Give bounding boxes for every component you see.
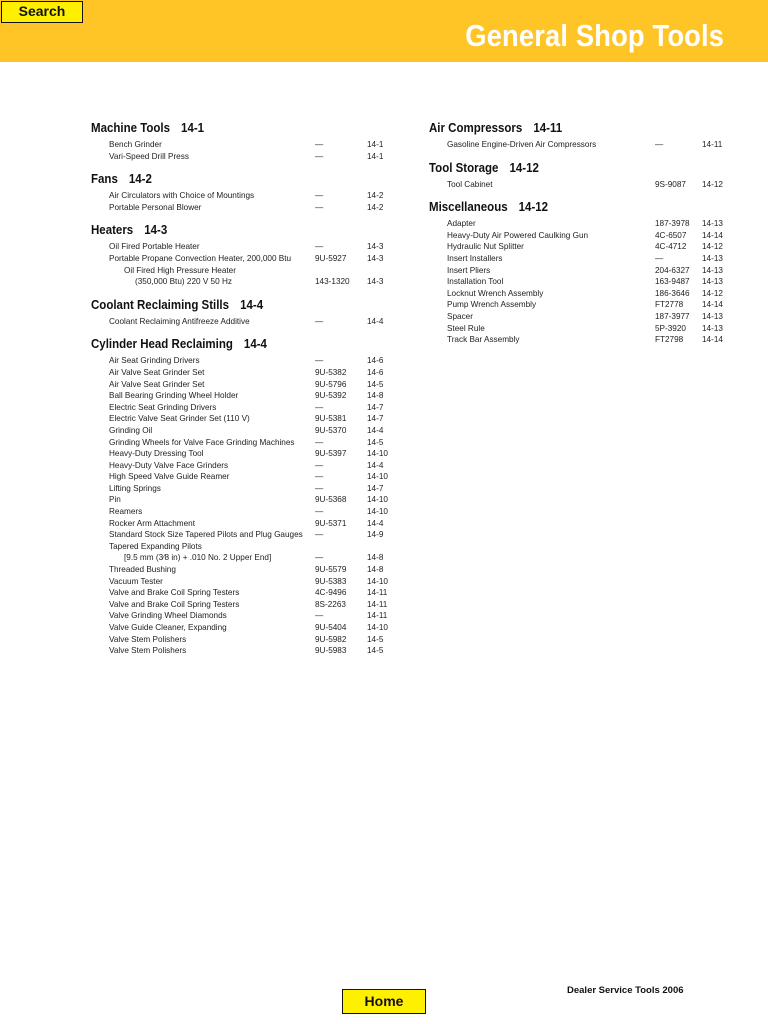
- tool-row[interactable]: [91, 253, 391, 265]
- part-number: —: [315, 402, 324, 412]
- page-ref: 14-11: [702, 140, 723, 149]
- tool-row[interactable]: [429, 334, 729, 346]
- part-number: —: [315, 507, 324, 517]
- tool-name: Air Circulators with Choice of Mountings: [109, 191, 255, 201]
- tool-name: Valve and Brake Coil Spring Testers: [109, 588, 240, 598]
- page-ref: 14-14: [702, 300, 723, 310]
- page-ref: 14-12: [702, 179, 723, 189]
- tool-row[interactable]: [91, 610, 391, 622]
- page-ref: 14-10: [367, 472, 388, 482]
- tool-row[interactable]: [429, 179, 729, 191]
- tool-row[interactable]: [91, 276, 391, 288]
- tool-name: Vari-Speed Drill Press: [109, 151, 189, 161]
- tool-row[interactable]: [91, 483, 391, 495]
- tool-row[interactable]: [429, 299, 729, 311]
- tool-row[interactable]: [91, 379, 391, 391]
- section-heading[interactable]: [91, 297, 367, 316]
- part-number: 4C-4712: [655, 242, 687, 252]
- section-page-ref: 14-12: [509, 160, 539, 175]
- tool-row[interactable]: [91, 634, 391, 646]
- header-banner: [0, 0, 768, 62]
- page-ref: 14-10: [367, 623, 388, 632]
- tool-name: Pump Wrench Assembly: [447, 300, 537, 310]
- tool-name: Valve and Brake Coil Spring Testers: [109, 599, 240, 609]
- tool-row[interactable]: [91, 425, 391, 437]
- section-heading[interactable]: [91, 222, 367, 241]
- page-ref: 14-7: [367, 414, 384, 424]
- page-ref: 14-1: [367, 140, 384, 149]
- tool-name: Insert Pliers: [447, 265, 491, 275]
- tool-row[interactable]: [91, 437, 391, 449]
- part-number: 8S-2263: [315, 599, 346, 609]
- left-column: [91, 120, 391, 666]
- tool-row[interactable]: [429, 323, 729, 335]
- tool-row[interactable]: [429, 253, 729, 265]
- tool-name: Adapter: [447, 219, 476, 229]
- tool-row[interactable]: [91, 402, 391, 414]
- tool-row[interactable]: [91, 552, 391, 564]
- tool-row[interactable]: [91, 645, 391, 657]
- tool-name: Vacuum Tester: [109, 576, 163, 586]
- page-ref: 14-11: [367, 611, 388, 621]
- part-number: 9U-5983: [315, 646, 347, 656]
- section-page-ref: 14-2: [128, 172, 152, 187]
- tool-row[interactable]: [91, 367, 391, 379]
- page-ref: 14-13: [702, 265, 723, 275]
- section-fans: [91, 171, 391, 213]
- page-ref: 14-2: [367, 202, 384, 212]
- section-heading[interactable]: [91, 120, 367, 139]
- tool-name: Gasoline Engine-Driven Air Compressors: [447, 140, 597, 149]
- tool-name: Threaded Bushing: [109, 565, 176, 575]
- section-heading[interactable]: [91, 171, 367, 190]
- section-cylinder-head-reclaiming: [91, 336, 391, 656]
- tool-name: (350,000 Btu) 220 V 50 Hz: [135, 277, 232, 287]
- tool-name: Electric Seat Grinding Drivers: [109, 402, 217, 412]
- page-ref: 14-5: [367, 437, 384, 447]
- section-title: Heaters: [91, 223, 134, 238]
- section-coolant-reclaiming-stills: [91, 297, 391, 328]
- section-title: Coolant Reclaiming Stills: [91, 297, 230, 312]
- tool-name: Ball Bearing Grinding Wheel Holder: [109, 391, 239, 401]
- page-ref: 14-8: [367, 553, 384, 563]
- part-number: —: [315, 437, 324, 447]
- page-ref: 14-4: [367, 518, 384, 528]
- section-heading[interactable]: [429, 120, 705, 139]
- page-ref: 14-3: [367, 277, 384, 287]
- section-page-ref: 14-1: [181, 121, 205, 135]
- part-number: 9U-5381: [315, 414, 347, 424]
- part-number: —: [315, 151, 324, 161]
- page-ref: 14-5: [367, 634, 384, 644]
- tool-row[interactable]: [91, 448, 391, 460]
- section-heading[interactable]: [91, 336, 367, 355]
- section-machine-tools: [91, 120, 391, 162]
- section-title: Air Compressors: [429, 121, 523, 135]
- part-number: —: [315, 460, 324, 470]
- part-number: —: [315, 242, 324, 252]
- part-number: —: [655, 253, 664, 263]
- tool-row[interactable]: [91, 190, 391, 202]
- page-ref: 14-14: [702, 230, 723, 240]
- section-tool-storage: [429, 160, 729, 191]
- page-ref: 14-6: [367, 367, 384, 377]
- page-ref: 14-14: [702, 335, 723, 345]
- tool-name: Bench Grinder: [109, 140, 162, 149]
- section-miscellaneous: [429, 199, 729, 346]
- tool-row[interactable]: [429, 311, 729, 323]
- part-number: —: [315, 356, 324, 366]
- part-number: 5P-3920: [655, 323, 686, 333]
- page-ref: 14-9: [367, 530, 384, 540]
- page-ref: 14-2: [367, 191, 384, 201]
- tool-row[interactable]: [91, 494, 391, 506]
- tool-name: Hydraulic Nut Splitter: [447, 242, 524, 252]
- part-number: —: [315, 191, 324, 201]
- page-ref: 14-4: [367, 316, 384, 326]
- section-page-ref: 14-4: [240, 297, 264, 312]
- section-page-ref: 14-11: [533, 121, 563, 135]
- part-number: 143-1320: [315, 277, 350, 287]
- page-ref: 14-3: [367, 242, 384, 252]
- tool-name: Spacer: [447, 311, 473, 321]
- tool-name: Heavy-Duty Air Powered Caulking Gun: [447, 230, 589, 240]
- part-number: —: [655, 140, 664, 149]
- tool-name: Oil Fired High Pressure Heater: [124, 265, 236, 275]
- page-ref: 14-13: [702, 277, 723, 287]
- tool-name: Locknut Wrench Assembly: [447, 288, 544, 298]
- tool-name: Heavy-Duty Valve Face Grinders: [109, 460, 229, 470]
- search-button[interactable]: Search: [1, 1, 83, 23]
- section-title: Cylinder Head Reclaiming: [91, 337, 233, 352]
- page-ref: 14-13: [702, 323, 723, 333]
- tool-row[interactable]: [91, 413, 391, 425]
- part-number: 9U-5796: [315, 379, 347, 389]
- tool-row[interactable]: [91, 202, 391, 214]
- part-number: 9U-5392: [315, 391, 347, 401]
- part-number: 9U-5927: [315, 253, 347, 263]
- tool-row[interactable]: [91, 241, 391, 253]
- tool-name: Tool Cabinet: [447, 179, 493, 189]
- tool-row[interactable]: [91, 151, 391, 163]
- tool-name: Air Valve Seat Grinder Set: [109, 367, 205, 377]
- tool-name: Grinding Wheels for Valve Face Grinding Machines: [109, 437, 295, 447]
- tool-row[interactable]: [91, 541, 391, 553]
- page-ref: 14-13: [702, 311, 723, 321]
- part-number: —: [315, 483, 324, 493]
- tool-row[interactable]: [91, 265, 391, 277]
- page-ref: 14-12: [702, 242, 723, 252]
- part-number: 163-9487: [655, 277, 690, 287]
- tool-name: Valve Stem Polishers: [109, 646, 187, 656]
- part-number: —: [315, 202, 324, 212]
- part-number: 9U-5370: [315, 425, 347, 435]
- page-ref: 14-4: [367, 460, 384, 470]
- page-ref: 14-12: [702, 288, 723, 298]
- tool-name: Portable Propane Convection Heater, 200,000 Btu: [109, 253, 292, 263]
- tool-name: Pin: [109, 495, 121, 505]
- tool-row[interactable]: [429, 276, 729, 288]
- section-title: Tool Storage: [429, 160, 499, 175]
- tool-row[interactable]: [91, 316, 391, 328]
- tool-row[interactable]: [91, 471, 391, 483]
- tool-row[interactable]: [91, 564, 391, 576]
- tool-row[interactable]: [91, 599, 391, 611]
- page-ref: 14-8: [367, 565, 384, 575]
- page-ref: 14-4: [367, 425, 384, 435]
- tool-name: Air Valve Seat Grinder Set: [109, 379, 205, 389]
- part-number: 9U-5368: [315, 495, 347, 505]
- part-number: 9S-9087: [655, 179, 686, 189]
- tool-row[interactable]: [91, 518, 391, 530]
- tool-name: Heavy-Duty Dressing Tool: [109, 449, 204, 459]
- tool-name: High Speed Valve Guide Reamer: [109, 472, 230, 482]
- tool-name: Lifting Springs: [109, 483, 161, 493]
- part-number: 186-3646: [655, 288, 690, 298]
- tool-row[interactable]: [91, 506, 391, 518]
- page-ref: 14-5: [367, 379, 384, 389]
- part-number: 9U-5397: [315, 449, 347, 459]
- tool-name: Insert Installers: [447, 253, 503, 263]
- tool-row[interactable]: [91, 587, 391, 599]
- section-page-ref: 14-3: [144, 223, 168, 238]
- tool-name: Reamers: [109, 507, 143, 517]
- section-title: Fans: [91, 172, 118, 187]
- part-number: 4C-9496: [315, 588, 347, 598]
- section-page-ref: 14-4: [243, 337, 267, 352]
- page-ref: 14-5: [367, 646, 384, 656]
- part-number: —: [315, 530, 324, 540]
- section-air-compressors: [429, 120, 729, 151]
- page-ref: 14-10: [367, 507, 388, 517]
- page-ref: 14-3: [367, 253, 384, 263]
- tool-name: Valve Stem Polishers: [109, 634, 187, 644]
- tool-row[interactable]: [91, 622, 391, 634]
- tool-name: Valve Guide Cleaner, Expanding: [109, 623, 227, 632]
- part-number: —: [315, 472, 324, 482]
- tool-name: Track Bar Assembly: [447, 335, 520, 345]
- part-number: FT2798: [655, 335, 684, 345]
- section-heaters: [91, 222, 391, 287]
- section-title: Miscellaneous: [429, 200, 508, 215]
- tool-name: Valve Grinding Wheel Diamonds: [109, 611, 227, 621]
- tool-name: Steel Rule: [447, 323, 485, 333]
- page-ref: 14-10: [367, 495, 388, 505]
- tool-row[interactable]: [429, 218, 729, 230]
- tool-row[interactable]: [91, 355, 391, 367]
- part-number: 187-3977: [655, 311, 690, 321]
- part-number: 9U-5579: [315, 565, 347, 575]
- tool-row[interactable]: [91, 139, 391, 151]
- page-ref: 14-11: [367, 588, 388, 598]
- part-number: FT2778: [655, 300, 684, 310]
- tool-name: Electric Valve Seat Grinder Set (110 V): [109, 414, 250, 424]
- section-heading[interactable]: [429, 160, 705, 179]
- part-number: —: [315, 611, 324, 621]
- page-ref: 14-10: [367, 449, 388, 459]
- page-ref: 14-13: [702, 219, 723, 229]
- tool-name: Coolant Reclaiming Antifreeze Additive: [109, 316, 250, 326]
- tool-row[interactable]: [91, 390, 391, 402]
- page-ref: 14-1: [367, 151, 384, 161]
- tool-name: [9.5 mm (3⁄8 in) + .010 No. 2 Upper End]: [124, 553, 272, 563]
- tool-row[interactable]: [429, 241, 729, 253]
- part-number: 9U-5404: [315, 623, 347, 632]
- tool-row[interactable]: [429, 230, 729, 242]
- tool-row[interactable]: [91, 529, 391, 541]
- part-number: 9U-5382: [315, 367, 347, 377]
- part-number: 9U-5383: [315, 576, 347, 586]
- part-number: 9U-5982: [315, 634, 347, 644]
- footer-text: Dealer Service Tools 2006: [567, 985, 684, 996]
- page-ref: 14-6: [367, 356, 384, 366]
- home-button[interactable]: Home: [342, 989, 426, 1014]
- page-ref: 14-13: [702, 253, 723, 263]
- tool-row[interactable]: [91, 460, 391, 472]
- page-ref: 14-11: [367, 599, 388, 609]
- section-heading[interactable]: [429, 199, 705, 218]
- section-page-ref: 14-12: [518, 200, 549, 215]
- part-number: 204-6327: [655, 265, 690, 275]
- part-number: 4C-6507: [655, 230, 687, 240]
- part-number: 9U-5371: [315, 518, 347, 528]
- page-ref: 14-7: [367, 483, 384, 493]
- part-number: —: [315, 316, 324, 326]
- page-ref: 14-10: [367, 576, 388, 586]
- tool-name: Installation Tool: [447, 277, 504, 287]
- tool-name: Grinding Oil: [109, 425, 153, 435]
- tool-row[interactable]: [429, 265, 729, 277]
- tool-name: Air Seat Grinding Drivers: [109, 356, 200, 366]
- part-number: 187-3978: [655, 219, 690, 229]
- page-ref: 14-7: [367, 402, 384, 412]
- tool-row[interactable]: [429, 288, 729, 300]
- part-number: —: [315, 140, 324, 149]
- page-title: General Shop Tools: [465, 18, 724, 53]
- tool-name: Portable Personal Blower: [109, 202, 202, 212]
- tool-row[interactable]: [429, 139, 729, 151]
- tool-row[interactable]: [91, 576, 391, 588]
- page-ref: 14-8: [367, 391, 384, 401]
- section-title: Machine Tools: [91, 121, 171, 135]
- part-number: —: [315, 553, 324, 563]
- tool-name: Standard Stock Size Tapered Pilots and Plug Gauges: [109, 530, 303, 540]
- tool-name: Rocker Arm Attachment: [109, 518, 195, 528]
- tool-name: Oil Fired Portable Heater: [109, 242, 200, 252]
- tool-name: Tapered Expanding Pilots: [109, 541, 202, 551]
- right-column: [429, 120, 729, 355]
